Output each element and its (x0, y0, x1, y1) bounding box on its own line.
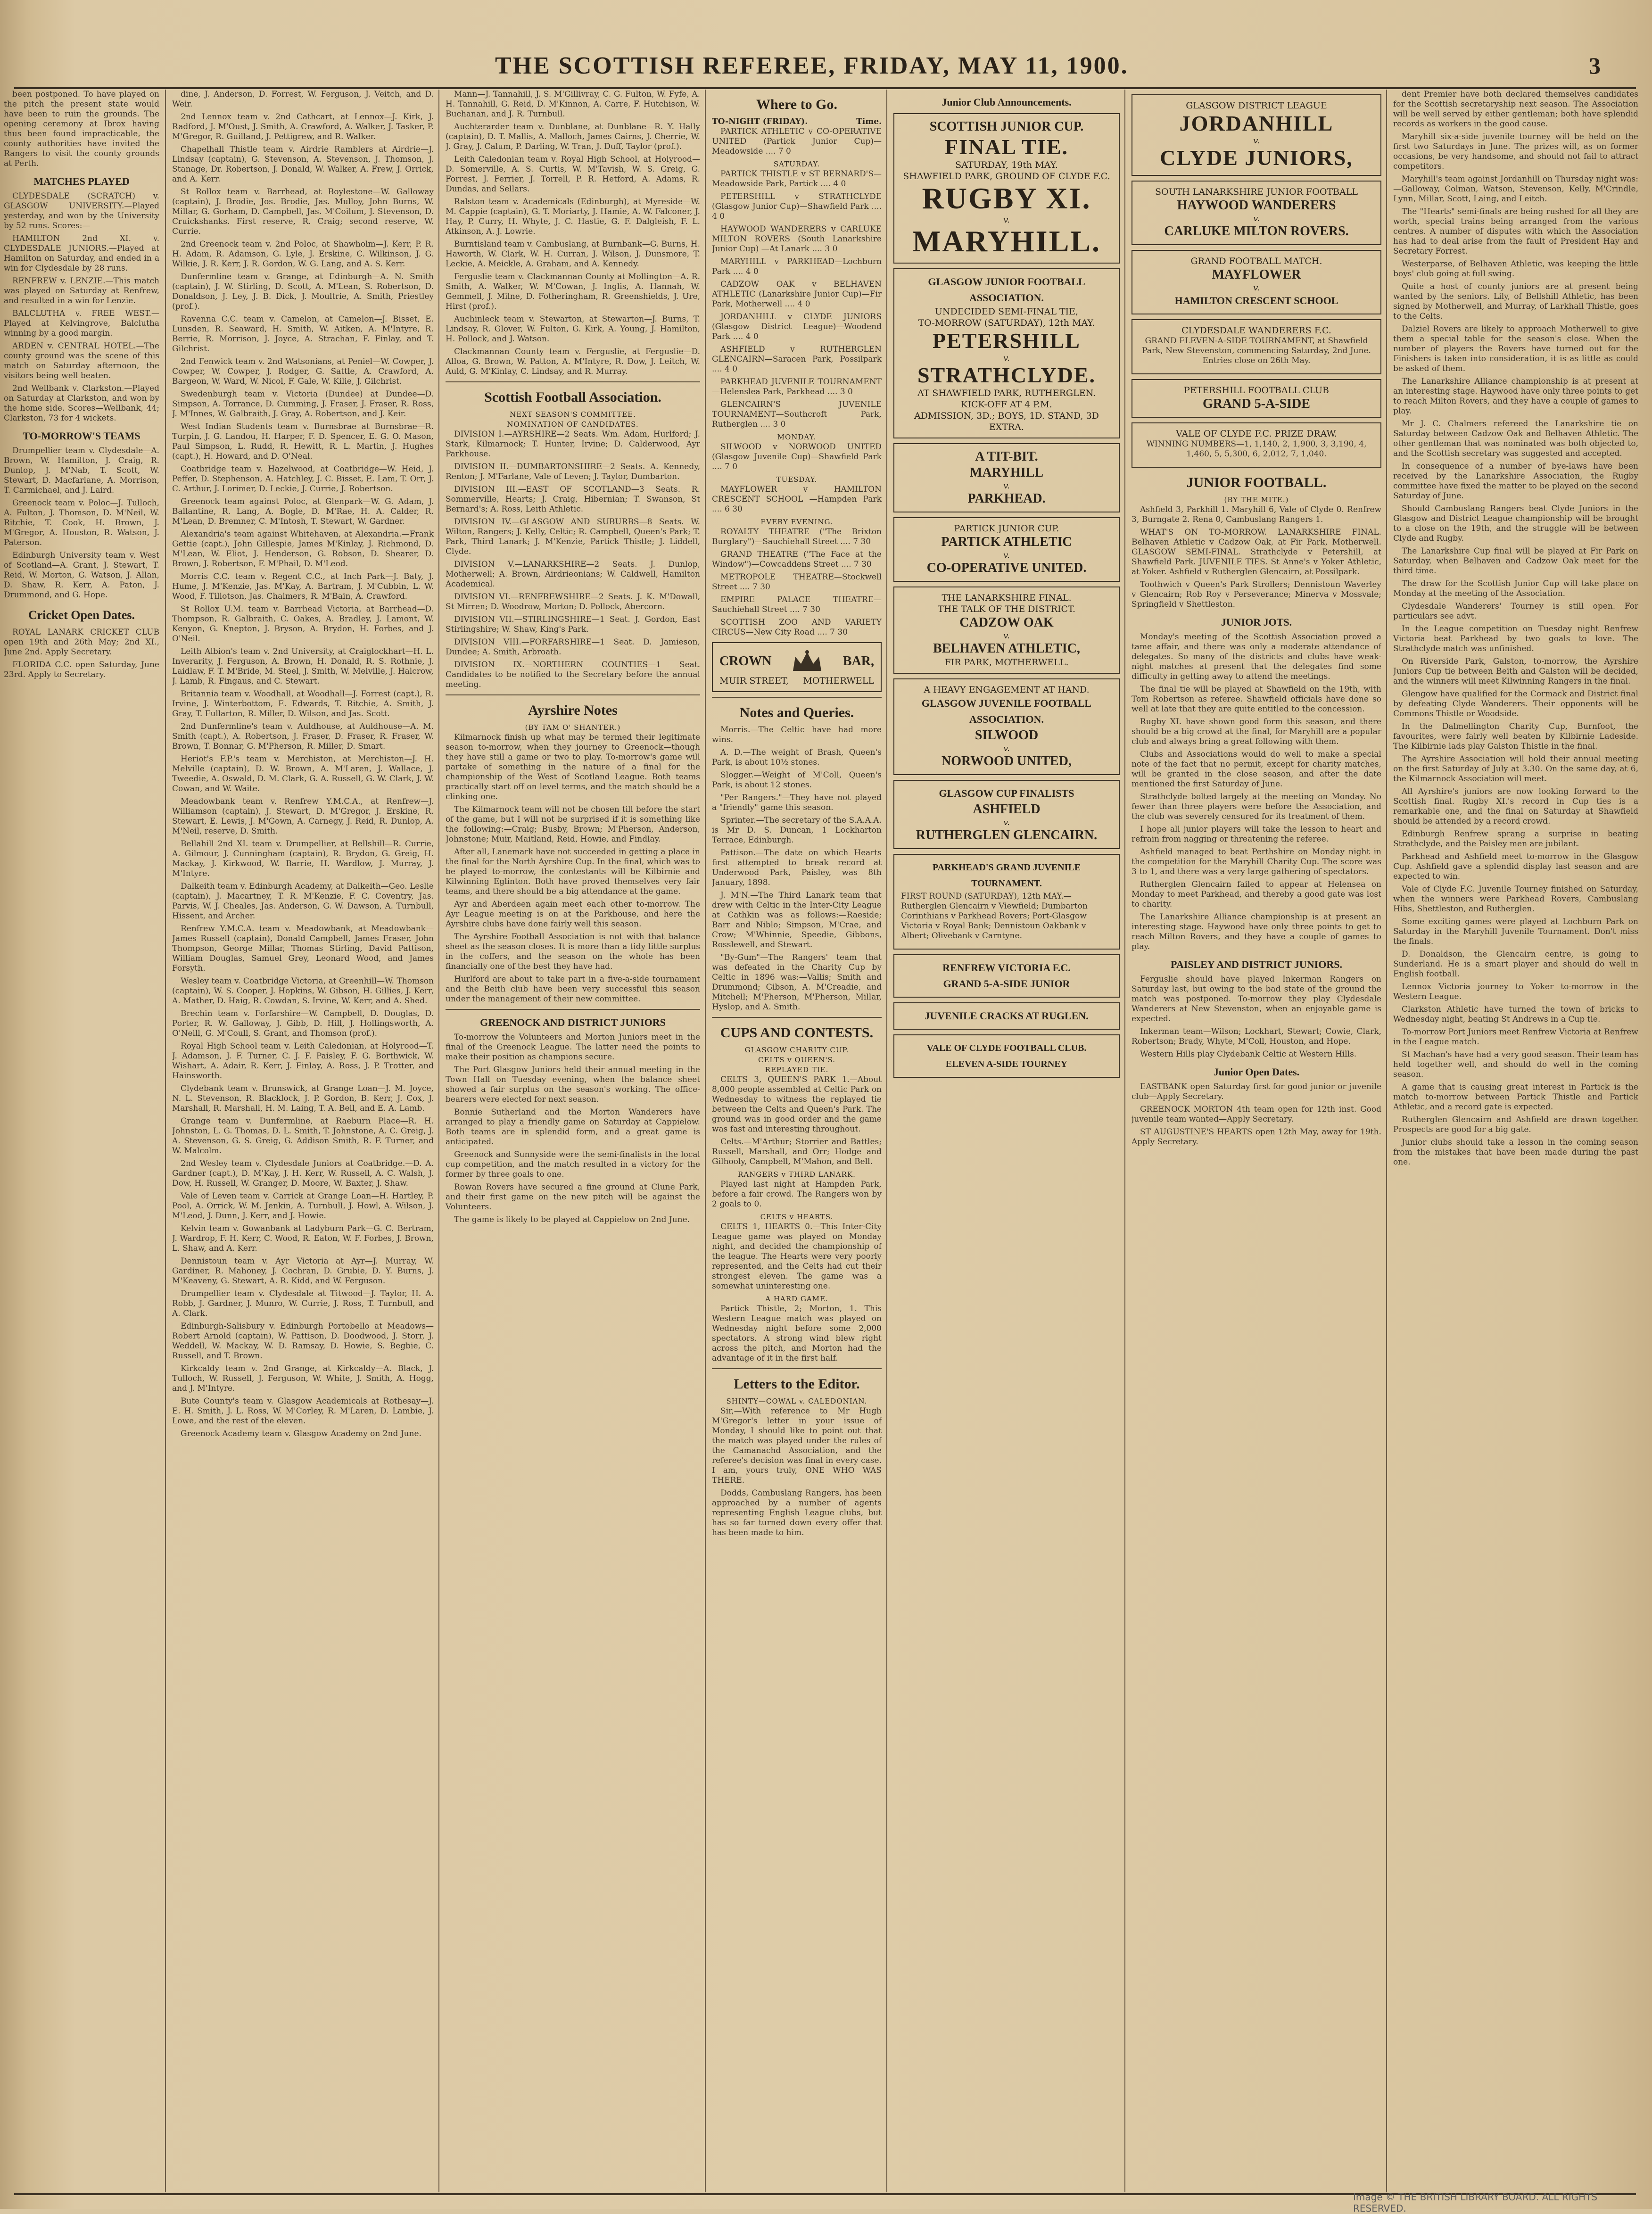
column-divider (705, 90, 706, 2192)
tuesday-label: TUESDAY. (776, 475, 818, 484)
crown-icon (791, 650, 824, 673)
versus: v. (1003, 631, 1010, 641)
final-tie: FINAL TIE. (944, 135, 1069, 159)
fir-park: FIR PARK, MOTHERWELL. (944, 657, 1069, 668)
team-petershill: PETERSHILL (933, 329, 1081, 353)
vale-prize-draw-ad: VALE OF CLYDE F.C. PRIZE DRAW. WINNING NUMBERS—1, 1,140, 2, 1,900, 3, 3,190, 4, 1,460, 5, 5,300, 6, 2,012, 7, 1,040. (1132, 422, 1381, 468)
cracks-title: JUVENILE CRACKS AT RUGLEN. (925, 1010, 1089, 1022)
letters-to-editor-heading: Letters to the Editor. (734, 1376, 860, 1392)
bar-label: BAR, (843, 654, 874, 669)
league-title: GLASGOW DISTRICT LEAGUE (1186, 100, 1327, 111)
ayrshire-byline: (BY TAM O' SHANTER.) (525, 723, 621, 732)
monday-label: MONDAY. (777, 433, 817, 441)
column-1: been postponed. To have played on the pitch the present state would have been to ruin the grounds. The opening ceremony at Ibrox having thus been found impracticable, the county authorities have invited the Rangers to visit the county grounds at Perth. MATCHES PLAYED CLYDESDALE (SCRATCH) v. GLASGOW UNIVERSITY.—Played yesterday, and won by the University by 52 runs. Scores:— HAMILTON 2nd XI. v. CLYDESDALE JUNIORS.—Played at Hamilton on Saturday, and ended in a win for Clydesdale by 28 runs. RENFREW v. LENZIE.—This match was played on Saturday at Renfrew, and resulted in a win for Lenzie. BALCLUTHA v. FREE WEST.—Played at Kelvingrove, Balclutha winning by a good margin. ARDEN v. CENTRAL HOTEL.—The county ground was the scene of this match on Saturday afternoon, the visitors being well beaten. 2nd Wellbank v. Clarkston.—Played on Saturday at Clarkston, and won by the home side. Scores—Wellbank, 44; Clarkston, 73 for 4 wickets. TO-MORROW'S TEAMS Drumpellier team v. Clydesdale—A. Brown, W. Hamilton, J. Craig, R. Dunlop, J. M'Nab, T. Scott, W. Stewart, D. Macfarlane, A. Morrison, T. Carmichael, and J. Laird. Greenock team v. Poloc—J. Tulloch, A. Fulton, J. Thomson, D. M'Neil, W. Ritchie, T. Cook, H. Brown, J. M'Gregor, A. Houston, R. Watson, J. Paterson. Edinburgh University team v. West of Scotland—A. Grant, J. Stewart, T. Reid, W. Morton, G. Watson, J. Allan, D. Shaw, R. Kerr, A. Paton, J. Drummond, and G. Hope. Cricket Open Dates. ROYAL LANARK CRICKET CLUB open 19th and 26th May; 2nd XI., June 2nd. Apply Secretary. FLORIDA C.C. open Saturday, June 23rd. Apply to Secretary. (4, 90, 159, 679)
saturday-label: SATURDAY. (773, 160, 820, 168)
semi-venue: AT SHAWFIELD PARK, RUTHERGLEN. (917, 388, 1096, 398)
crown-street: MUIR STREET, (719, 676, 789, 686)
final-date: SATURDAY, 19th MAY. (955, 160, 1058, 170)
masthead (0, 52, 1652, 85)
lanarkshire-final-ad (893, 587, 1120, 674)
team-rugby: RUGBY XI. (922, 182, 1091, 215)
masthead-rule (14, 87, 1636, 89)
parkhead-tourn-title: PARKHEAD'S GRAND JUVENILE TOURNAMENT. (932, 862, 1081, 889)
column-4: Where to Go. TO-NIGHT (FRIDAY). Time. PARTICK ATHLETIC v CO-OPERATIVE UNITED (Partick Junior Cup)—Meadowside .... 7 0 SATURDAY. PARTICK THISTLE v ST BERNARD'S—Meadowside Park, Partick .... 4 0 PETERSHILL v STRATHCLYDE (Glasgow Junior Cup)—Shawfield Park .... 4 0 HAYWOOD WANDERERS v CARLUKE MILTON ROVERS (South Lanarkshire Junior Cup) —At Lanark .... 3 0 MARYHILL v PARKHEAD—Lochburn Park .... 4 0 CADZOW OAK v BELHAVEN ATHLETIC (Lanarkshire Junior Cup)—Fir Park, Motherwell .... 4 0 JORDANHILL v CLYDE JUNIORS (Glasgow District League)—Woodend Park .... 4 0 ASHFIELD v RUTHERGLEN GLENCAIRN—Saracen Park, Possilpark .... 4 0 PARKHEAD JUVENILE TOURNAMENT—Helenslea Park, Parkhead .... 3 0 GLENCAIRN'S JUVENILE TOURNAMENT—Southcroft Park, Rutherglen .... 3 0 MONDAY. SILWOOD v NORWOOD UNITED (Glasgow Juvenile Cup)—Shawfield Park .... 7 0 TUESDAY. MAYFLOWER v HAMILTON CRESCENT SCHOOL —Hampden Park .... 6 30 EVERY EVENING. ROYALTY THEATRE ("The Brixton Burglary")—Sauchiehall Street .... 7 30 GRAND THEATRE ("The Face at the Window")—Cowcaddens Street .... 7 30 METROPOLE THEATRE—Stockwell Street .... 7 30 EMPIRE PALACE THEATRE—Sauchiehall Street .... 7 30 SCOTTISH ZOO AND VARIETY CIRCUS—New City Road .... 7 30 CROWN BAR, MUIR STREET, MOTHERWELL Notes and Queries. Morris.—The Celtic have had more wins. A. D.—The weight of Brash, Queen's Park, is about 10½ stones. Slogger.—Weight of M'Coll, Queen's Park, is about 12 stones. "Per Rangers."—They have not played a "friendly" game this season. Sprinter.—The secretary of the S.A.A.A. is Mr D. S. Duncan, 1 Lockharton Terrace, Edinburgh. Pattison.—The date on which Hearts first attempted to break record at Underwood Park, Paisley, was 8th January, 1898. J. M'N.—The Third Lanark team that drew with Celtic in the Inter-City League at Cathkin was as follows:—Raeside; Barr and Niblo; Simpson, M'Crae, and Crow; M'Whinnie, Speedie, Gibbons, Rosslewell, and Stewart. "By-Gum"—The Rangers' team that was defeated in the Charity Cup by Celtic in 1896 was:—Vallis; Smith and Drummond; Gibson, A. M'Creadie, and Mitchell; M'Pherson, M'Pherson, Millar, Hyslop, and A. Smith. CUPS AND CONTESTS. GLASGOW CHARITY CUP. CELTS v QUEEN'S. REPLAYED TIE. CELTS 3, QUEEN'S PARK 1.—About 8,000 people assembled at Celtic Park on Wednesday to witness the replayed tie between the Celts and Queen's Park. The ground was in good order and the game was fast and interesting throughout. Celts.—M'Arthur; Storrier and Battles; Russell, Marshall, and Orr; Hodge and Gilhooly, Campbell, M'Mahon, and Bell. RANGERS v THIRD LANARK. Played last night at Hampden Park, before a fair crowd. The Rangers won by 2 goals to 0. CELTS v HEARTS. CELTS 1, HEARTS 0.—This Inter-City League game was played on Monday night, and decided the championship of the league. The Hearts were very poorly represented, and the Celts had cut their strongest eleven. The game was a somewhat uninteresting one. A HARD GAME. Partick Thistle, 2; Morton, 1. This Western League match was played on Wednesday night before some 2,000 spectators. A strong wind blew right across the pitch, and Morton had the advantage of it in the first half. Letters to the Editor. SHINTY—COWAL v. CALEDONIAN. Sir,—With reference to Mr Hugh M'Gregor's letter in your issue of Monday, I should like to point out that the match was played under the rules of the Camanachd Association, and the referee's decision was final in every case. I am, yours truly, ONE WHO WAS THERE. Dodds, Cambuslang Rangers, has been approached by a number of agents representing English League clubs, but has so far turned down every offer that has been made to him. (712, 97, 882, 1537)
tomorrows-teams-heading: TO-MORROW'S TEAMS (23, 430, 140, 442)
renfrew-subtitle: GRAND 5-A-SIDE JUNIOR (943, 978, 1070, 990)
team-mayflower: MAYFLOWER (1212, 267, 1301, 282)
partick-cup-title: PARTICK JUNIOR CUP. (954, 523, 1059, 534)
replayed-tie: REPLAYED TIE. (765, 1066, 829, 1074)
versus: v. (1003, 215, 1010, 225)
versus: v. (1253, 214, 1260, 223)
titbit-ad (893, 443, 1120, 512)
ayrshire-notes-heading: Ayrshire Notes (528, 702, 618, 718)
vale-subtitle: ELEVEN A-SIDE TOURNEY (945, 1059, 1068, 1069)
grand-match-ad (1132, 250, 1381, 314)
crown-label: CROWN (719, 654, 772, 669)
finalists-title: GLASGOW CUP FINALISTS (939, 787, 1074, 799)
admission-prices: ADMISSION, 3D.; BOYS, 1D. STAND, 3D EXTRA. (914, 411, 1099, 432)
team-jordanhill: JORDANHILL (1179, 111, 1334, 135)
column-5 (893, 90, 1120, 2192)
junior-football-heading: JUNIOR FOOTBALL. (1186, 475, 1327, 490)
cup-title: SCOTTISH JUNIOR CUP. (929, 119, 1084, 134)
hard-game: A HARD GAME. (765, 1295, 828, 1303)
versus: v. (1003, 353, 1010, 363)
by-the-mite: (BY THE MITE.) (1224, 496, 1289, 504)
nomination-subheading: NOMINATION OF CANDIDATES. (507, 420, 639, 429)
cups-and-contests-heading: CUPS AND CONTESTS. (720, 1025, 874, 1041)
column-divider (1124, 90, 1125, 2192)
time-label: Time. (856, 117, 882, 126)
gjfa2-title: GLASGOW JUVENILE FOOTBALL ASSOCIATION. (921, 697, 1092, 725)
talk-of-district: THE TALK OF THE DISTRICT. (937, 604, 1075, 614)
partick-team2: CO-OPERATIVE UNITED. (926, 561, 1087, 575)
clydesdale-wanderers-ad: CLYDESDALE WANDERERS F.C. GRAND ELEVEN-A-SIDE TOURNAMENT, at Shawfield Park, New Stevenston, commencing Saturday, 2nd June. Entries close on 26th May. (1132, 319, 1381, 374)
celts-queens: CELTS v QUEEN'S. (758, 1056, 836, 1064)
juvenile-ad (893, 678, 1120, 775)
where-to-go-title: Where to Go. (756, 97, 837, 112)
team-carluke: CARLUKE MILTON ROVERS. (1164, 224, 1349, 239)
greenock-juniors-heading: GREENOCK AND DISTRICT JUNIORS (480, 1016, 666, 1028)
rangers-third-lanark: RANGERS v THIRD LANARK. (738, 1170, 856, 1179)
matches-played-heading: MATCHES PLAYED (33, 175, 130, 187)
team-haywood: HAYWOOD WANDERERS (1177, 198, 1336, 213)
newspaper-title: THE SCOTTISH REFEREE, FRIDAY, MAY 11, 1900. (495, 52, 1129, 79)
versus: v. (1253, 283, 1260, 293)
committee-subheading: NEXT SEASON'S COMMITTEE. (510, 410, 636, 419)
versus: v. (1003, 481, 1010, 491)
team-clyde-juniors: CLYDE JUNIORS, (1160, 146, 1353, 170)
partick-team1: PARTICK ATHLETIC (941, 535, 1072, 549)
vale-of-clyde-ad (893, 1034, 1120, 1078)
semi-final-label: UNDECIDED SEMI-FINAL TIE, (934, 306, 1079, 317)
south-lanark-title: SOUTH LANARKSHIRE JUNIOR FOOTBALL (1155, 187, 1358, 197)
titbit-team1: MARYHILL (969, 465, 1044, 480)
renfrew-title: RENFREW VICTORIA F.C. (942, 962, 1071, 974)
grand-match-title: GRAND FOOTBALL MATCH. (1190, 256, 1322, 266)
celts-hearts: CELTS v HEARTS. (760, 1213, 834, 1221)
partick-cup-ad (893, 517, 1120, 582)
kickoff-time: KICK-OFF AT 4 P.M. (961, 399, 1052, 410)
versus: v. (1003, 744, 1010, 753)
versus: v. (1253, 136, 1260, 146)
tonight-label: TO-NIGHT (FRIDAY). (712, 117, 808, 126)
crown-bar-advertisement (712, 642, 882, 692)
column-divider (438, 90, 439, 2192)
column-divider (165, 90, 166, 2192)
glasgow-charity-cup: GLASGOW CHARITY CUP. (744, 1046, 849, 1054)
team-cadzow: CADZOW OAK (959, 615, 1054, 630)
column-3: Mann—J. Tannahill, J. S. M'Gillivray, C. G. Fulton, W. Fyfe, A. H. Tannahill, G. Reid, D. M'Kinnon, A. Carre, F. Hutchison, W. Buchanan, and J. R. Turnbull. Auchterarder team v. Dunblane, at Dunblane—R. Y. Hally (captain), D. T. Mallis, A. Malloch, James Cairns, J. Cherrie, W. J. Gray, J. Calum, P. Darling, W. Tran, J. Duff, Taylor (prof.). Leith Caledonian team v. Royal High School, at Holyrood—D. Somerville, A. S. Curtis, W. M'Tavish, W. S. Greig, G. Forrest, J. Ferrier, J. Torrell, P. R. Hetford, A. Adams, R. Dundas, and Sellars. Ralston team v. Academicals (Edinburgh), at Myreside—W. M. Cappie (captain), G. T. Moriarty, J. Hamie, A. W. Falconer, J. Hay, P. Curry, H. Whyte, J. C. Hastie, G. F. Dalgleish, F. L. Atkinson, A. J. Lowrie. Burntisland team v. Cambuslang, at Burnbank—G. Burns, H. Haworth, W. Clark, W. H. Curran, J. Wilson, J. Dunsmore, T. Leckie, A. Meickle, A. Graham, and A. Kennedy. Ferguslie team v. Clackmannan County at Mollington—A. R. Smith, A. Walker, W. M'Cowan, J. Inglis, A. Hannah, W. Gemmell, J. Milne, D. Fotheringham, R. Greenshields, J. Ure, Hirst (prof.). Auchinleck team v. Stewarton, at Stewarton—J. Burns, T. Lindsay, R. Glover, W. Fulton, G. Kirk, A. Young, J. Hamilton, H. Pollock, and J. Watson. Clackmannan County team v. Ferguslie, at Ferguslie—D. Alloa, G. Brown, W. Patton, A. M'Intyre, R. Dow, J. Leitch, W. Auld, G. M'Kinlay, C. Lindsay, and R. Murray. Scottish Football Association. NEXT SEASON'S COMMITTEE. NOMINATION OF CANDIDATES. DIVISION I.—AYRSHIRE—2 Seats. Wm. Adam, Hurlford; J. Stark, Kilmarnock; T. Hunter, Irvine; D. Calderwood, Ayr Parkhouse. DIVISION II.—DUMBARTONSHIRE—2 Seats. A. Kennedy, Renton; J. M'Farlane, Vale of Leven; J. Taylor, Dumbarton. DIVISION III.—EAST OF SCOTLAND—3 Seats. R. Sommerville, Hearts; J. Craig, Hibernian; T. Swanson, St Bernard's; A. Ross, Leith Athletic. DIVISION IV.—GLASGOW AND SUBURBS—8 Seats. W. Wilton, Rangers; J. Kelly, Celtic; R. Campbell, Queen's Park; T. Park, Third Lanark; J. M'Kenzie, Partick Thistle; J. Liddell, Clyde. DIVISION V.—LANARKSHIRE—2 Seats. J. Dunlop, Motherwell; A. Brown, Airdrieonians; W. Caldwell, Hamilton Academical. DIVISION VI.—RENFREWSHIRE—2 Seats. J. K. M'Dowall, St Mirren; D. Woodrow, Morton; D. Pollock, Abercorn. DIVISION VII.—STIRLINGSHIRE—1 Seat. J. Gordon, East Stirlingshire; W. Shaw, King's Park. DIVISION VIII.—FORFARSHIRE—1 Seat. D. Jamieson, Dundee; A. Smith, Arbroath. DIVISION IX.—NORTHERN COUNTIES—1 Seat. Candidates to be notified to the Secretary before the annual meeting. Ayrshire Notes (BY TAM O' SHANTER.) Kilmarnock finish up what may be termed their legitimate season to-morrow, when they journey to Greenock—though they have still a game or two to play. To-morrow's game will partake of something in the nature of a final for the championship of the West of Scotland League. Both teams practically start off on level terms, and the match should be a clinking one. The Kilmarnock team will not be chosen till before the start of the game, but I will not be surprised if it is something like the following:—Craig; Busby, Brown; M'Pherson, Anderson, Johnstone; Muir, Maitland, Reid, Howie, and Findlay. After all, Lanemark have not succeeded in getting a place in the final for the North Ayrshire Cup. In the final, which was to be played to-morrow, the contestants will be Kilbirnie and Kilwinning Eglinton. Both have proved themselves very fair teams, and there should be a big attendance at the game. Ayr and Aberdeen again meet each other to-morrow. The Ayr League meeting is on at the Parkhouse, and here the Ayrshire clubs have done fairly well this season. The Ayrshire Football Association is not with that balance sheet as the season closes. It is more than a tidy little surplus in the coffers, and the season on the whole has been financially one of the best they have had. Hurlford are about to take part in a five-a-side tournament and the Beith club have been very successful this season under the management of their new committee. GREENOCK AND DISTRICT JUNIORS To-morrow the Volunteers and Morton Juniors meet in the final of the Greenock League. The latter need the points to make their position as champions secure. The Port Glasgow Juniors held their annual meeting in the Town Hall on Tuesday evening, when the balance sheet showed a fair surplus on the season's working. The office-bearers were elected for next season. Bonnie Sutherland and the Morton Wanderers have arranged to play a friendly game on Saturday at Cappielow. Both teams are in splendid form, and a great game is anticipated. Greenock and Sunnyside were the semi-finalists in the local cup competition, and the match resulted in a victory for the former by three goals to one. Rowan Rovers have secured a fine ground at Clune Park, and their first game on the new pitch will be against the Volunteers. The game is likely to be played at Cappielow on 2nd June. (446, 90, 700, 1224)
column-7: dent Premier have both declared themselves candidates for the Scottish secretaryship next season. The Association will be well served by either gentleman; both have splendid records as workers in the good cause. Maryhill six-a-side juvenile tourney will be held on the first two Saturdays in June. The prizes will, as on former occasions, be very handsome, and should not fail to attract competitors. Maryhill's team against Jordanhill on Thursday night was:—Galloway, Colman, Watson, Stevenson, Kelly, M'Crindle, Lynn, Millar, Scott, Laing, and Leitch. The "Hearts" semi-finals are being rushed for all they are worth, special trains being arranged from the various centres. A number of disputes with which the Association has had to deal arise from the fault of President Hay and Secretary Forrest. Westerparse, of Belhaven Athletic, was keeping the little boys' club going at full swing. Quite a host of county juniors are at present being wanted by the seniors. Lily, of Bellshill Athletic, has been signed by Motherwell, and Murray, of Larkhall Thistle, goes to the Celts. Dalziel Rovers are likely to approach Motherwell to give them a special table for the season's close. When the number of players the Rovers have turned out for the Finishers is taken into consideration, it is as little as could be asked of them. The Lanarkshire Alliance championship is at present at an interesting stage. Haywood have only three points to get to reach Milton Rovers, and they have a couple of games to play. Mr J. C. Chalmers refereed the Lanarkshire tie on Saturday between Cadzow Oak and Belhaven Athletic. The other gentleman that was nominated was both objected to, and the Scottish secretary was suggested and accepted. In consequence of a number of bye-laws have been received by the Lanarkshire Association, the Rugby committee have fixed the matter to be played on the second Saturday of June. Should Cambuslang Rangers beat Clyde Juniors in the Glasgow and District League championship will be brought to a close on the 19th, and the struggle will be between Clyde and Rugby. The Lanarkshire Cup final will be played at Fir Park on Saturday, when Belhaven and Cadzow Oak meet for the third time. The draw for the Scottish Junior Cup will take place on Monday at the meeting of the Association. Clydesdale Wanderers' Tourney is still open. For particulars see advt. In the League competition on Tuesday night Renfrew Victoria beat Parkhead by two goals to love. The Strathclyde match was unfinished. On Riverside Park, Galston, to-morrow, the Ayrshire Juniors Cup tie between Beith and Galston will be decided, and the winners will meet Kilwinning Rangers in the final. Glengow have qualified for the Cormack and District final by defeating Clyde Wanderers. Their opponents will be Commons Thistle or Woodside. In the Dalmellington Charity Cup, Burnfoot, the favourites, were fairly well beaten by Kilbirnie Ladeside. The Kilbirnie lads play Galston Thistle in the final. The Ayrshire Association will hold their annual meeting on the first Saturday of July at 3.30. On the same day, at 6, the Kilmarnock Association will meet. All Ayrshire's juniors are now looking forward to the Scottish final. Rugby XI.'s record in Cup ties is a remarkable one, and the final on Saturday at Shawfield should be attended by a record crowd. Edinburgh Renfrew sprang a surprise in beating Strathclyde, and the Paisley men are jubilant. Parkhead and Ashfield meet to-morrow in the Glasgow Cup. Ashfield gave a splendid display last season and are expected to win. Vale of Clyde F.C. Juvenile Tourney finished on Saturday, when the winners were Parkhead Rovers, Cambuslang Hibs, Shettleston, and Rutherglen. Some exciting games were played at Lochburn Park on Saturday in the Maryhill Juvenile Tournament. Don't miss the finals. D. Donaldson, the Glencairn centre, is going to Sunderland. He is a smart player and should do well in English football. Lennox Victoria journey to Yoker to-morrow in the Western League. Clarkston Athletic have turned the town of bricks to Wednesday night, beating St Andrews in a Cup tie. To-morrow Port Juniors meet Renfrew Victoria at Renfrew in the League match. St Machan's have had a very good season. Their team has held together well, and should do well in the coming season. A game that is causing great interest in Partick is the match to-morrow between Partick Thistle and Partick Athletic, and a record gate is expected. Rutherglen Glencairn and Ashfield are drawn together. Prospects are good for a big gate. Junior clubs should take a lesson in the coming season from the mistakes that have been made during the past one. (1393, 90, 1638, 1167)
column-6: GLASGOW DISTRICT LEAGUE JORDANHILL v. CLYDE JUNIORS, SOUTH LANARKSHIRE JUNIOR FOOTBALL HAYWOOD WANDERERS v. CARLUKE MILTON ROVERS. GRAND FOOTBALL MATCH. MAYFLOWER v. HAMILTON CRESCENT SCHOOL CLYDESDALE WANDERERS F.C. GRAND ELEVEN-A-SIDE TOURNAMENT, at Shawfield Park, New Stevenston, commencing Saturday, 2nd June. Entries close on 26th May. PETERSHILL FOOTBALL CLUB GRAND 5-A-SIDE VALE OF CLYDE F.C. PRIZE DRAW. WINNING NUMBERS—1, 1,140, 2, 1,900, 3, 3,190, 4, 1,460, 5, 5,300, 6, 2,012, 7, 1,040. JUNIOR FOOTBALL. (BY THE MITE.) Ashfield 3, Parkhill 1. Maryhill 6, Vale of Clyde 0. Renfrew 3, Burngate 2. Rena 0, Cambuslang Rangers 1. WHAT'S ON TO-MORROW. LANARKSHIRE FINAL. Belhaven Athletic v Cadzow Oak, at Fir Park, Motherwell. GLASGOW SEMI-FINAL. Strathclyde v Petershill, at Shawfield Park. JUVENILE TIES. St Anne's v Yoker Athletic, at Yoker. Ashfield v Rutherglen Glencairn, at Possilpark. Toothwich v Queen's Park Strollers; Dennistoun Waverley v Glencairn; Rob Roy v Perseverance; Minerva v Mossvale; Springfield v Shettleston. JUNIOR JOTS. Monday's meeting of the Scottish Association proved a tame affair, and there was only a moderate attendance of delegates. So many of the districts and clubs have weak-night matches at present that the delegates find some difficulty in getting away to attend the meetings. The final tie will be played at Shawfield on the 19th, with Tom Robertson as referee. Shawfield officials have done so well at late that they are quite entitled to the concession. Rugby XI. have shown good form this season, and there should be a big crowd at the final, for Maryhill are a popular club and always bring a great following with them. Clubs and Associations would do well to make a special note of the fact that no permit, except for charity matches, will be granted in the close season, and after the date mentioned the first Saturday of June. Strathclyde bolted largely at the meeting on Monday. No fewer than three players were before the Association, and the club was severely censured for its treatment of them. I hope all junior players will take the lesson to heart and refrain from nagging or threatening the referee. Ashfield managed to beat Perthshire on Monday night in the competition for the Maryhill Charity Cup. The score was 3 to 1, and there was a very large gathering of spectators. Rutherglen Glencairn failed to appear at Helensea on Monday to meet Parkhead, and thereby a good gate was lost to charity. The Lanarkshire Alliance championship is at present an interesting stage. Haywood have only three points to get to reach Milton Rovers, and they have a couple of games to play. PAISLEY AND DISTRICT JUNIORS. Ferguslie should have played Inkerman Rangers on Saturday last, but owing to the bad state of the ground the match was postponed. To-morrow they play Clydesdale Wanderers at New Stevenston, when an enjoyable game is expected. Inkerman team—Wilson; Lockhart, Stewart; Cowie, Clark, Robertson; Brady, Whyte, M'Coll, Houston, and Hope. Western Hills play Clydebank Celtic at Western Hills. Junior Open Dates. EASTBANK open Saturday first for good junior or juvenile club—Apply Secretary. GREENOCK MORTON 4th team open for 12th inst. Good juvenile team wanted—Apply Secretary. ST AUGUSTINE'S HEARTS open 12th May, away for 19th. Apply Secretary. (1132, 90, 1381, 2192)
junior-cup-final-ad (893, 113, 1120, 264)
petershill-fc-title: PETERSHILL FOOTBALL CLUB (1184, 385, 1329, 396)
final-venue: SHAWFIELD PARK, GROUND OF CLYDE F.C. (903, 171, 1110, 182)
lanarkshire-title: THE LANARKSHIRE FINAL. (942, 593, 1072, 603)
junior-open-dates-heading: Junior Open Dates. (1213, 1066, 1300, 1078)
page-number: 3 (1589, 52, 1601, 79)
team-maryhill: MARYHILL. (912, 224, 1101, 258)
semi-date: TO-MORROW (SATURDAY), 12th MAY. (918, 318, 1095, 328)
junior-jots-heading: JUNIOR JOTS. (1221, 616, 1292, 628)
titbit-team2: PARKHEAD. (967, 491, 1046, 506)
district-league-ad (1132, 94, 1381, 176)
team-belhaven: BELHAVEN ATHLETIC, (933, 641, 1080, 656)
notes-and-queries-heading: Notes and Queries. (739, 705, 854, 720)
juvenile-cracks-ad (893, 1002, 1120, 1030)
column-divider (886, 90, 887, 2192)
column-divider (1386, 90, 1387, 2192)
vale-prize-title: VALE OF CLYDE F.C. PRIZE DRAW. (1176, 429, 1337, 439)
team-ashfield: ASHFIELD (973, 802, 1041, 817)
team-silwood: SILWOOD (975, 728, 1039, 743)
junior-club-heading: Junior Club Announcements. (942, 96, 1072, 108)
versus: v. (1003, 550, 1010, 560)
team-hamilton-crescent: HAMILTON CRESCENT SCHOOL (1174, 295, 1338, 306)
team-strathclyde: STRATHCLYDE. (917, 363, 1096, 387)
copyright-watermark: Image © THE BRITISH LIBRARY BOARD. ALL RIGHTS RESERVED. (1353, 2191, 1598, 2214)
crown-town: MOTHERWELL (803, 676, 874, 686)
gjfa-title: GLASGOW JUNIOR FOOTBALL ASSOCIATION. (928, 276, 1085, 304)
gjfa-semi-ad (893, 268, 1120, 438)
titbit-title: A TIT-BIT. (975, 449, 1038, 464)
parkhead-tournament-ad: PARKHEAD'S GRAND JUVENILE TOURNAMENT. FIRST ROUND (SATURDAY), 12th MAY.—Rutherglen Glencairn v Viewfield; Dumbarton Corinthians v Parkhead Rovers; Port-Glasgow Victoria v Royal Bank; Dennistoun Oakbank v Albert; Olivebank v Carntyne. (893, 854, 1120, 950)
where-to-go-heading: Scottish Football Association. (484, 389, 661, 405)
paisley-juniors-heading: PAISLEY AND DISTRICT JUNIORS. (1171, 958, 1342, 970)
renfrew-ad (893, 954, 1120, 998)
shinty-heading: SHINTY—COWAL v. CALEDONIAN. (726, 1397, 867, 1405)
petershill-5aside-ad (1132, 379, 1381, 418)
every-evening-label: EVERY EVENING. (760, 518, 833, 526)
grand-5-a-side: GRAND 5-A-SIDE (1203, 397, 1310, 411)
cup-finalists-ad (893, 780, 1120, 849)
south-lanarkshire-ad (1132, 181, 1381, 245)
clydesdale-title: CLYDESDALE WANDERERS F.C. (1181, 325, 1331, 336)
cricket-open-dates-heading: Cricket Open Dates. (28, 608, 135, 622)
heavy-engagement: A HEAVY ENGAGEMENT AT HAND. (924, 685, 1090, 695)
team-norwood: NORWOOD UNITED, (942, 754, 1072, 768)
vale-title: VALE OF CLYDE FOOTBALL CLUB. (926, 1043, 1087, 1053)
versus: v. (1003, 818, 1010, 827)
team-rutherglen: RUTHERGLEN GLENCAIRN. (916, 828, 1098, 843)
column-2: dine, J. Anderson, D. Forrest, W. Ferguson, J. Veitch, and D. Weir. 2nd Lennox team v. 2nd Cathcart, at Lennox—J. Kirk, J. Radford, J. M'Oust, J. Smith, A. Crawford, A. Walker, J. Tasker, P. M'Gregor, R. Guilland, J. Pettigrew, and R. Walker. Chapelhall Thistle team v. Airdrie Ramblers at Airdrie—J. Lindsay (captain), G. Stevenson, A. Stevenson, J. Thomson, J. Stanage, Dr. Robertson, J. Donald, W. Walker, A. Frew, J. Orrick, and A. Kerr. St Rollox team v. Barrhead, at Boylestone—W. Galloway (captain), J. Brodie, Jos. Brodie, Jas. Mulloy, John Burns, W. Millar, G. Gorham, D. Campbell, Jas. M'Coilum, J. Stevenson, D. Cruickshanks. First reserve, R. Craig; second reserve, W. Currie. 2nd Greenock team v. 2nd Poloc, at Shawholm—J. Kerr, P. R. H. Adam, R. Adamson, G. Lyle, J. Erskine, C. Wilkinson, J. G. Wilkie, J. R. Kerr, J. R. Gordon, W. G. Lang, and A. S. Kerr. Dunfermline team v. Grange, at Edinburgh—A. N. Smith (captain), J. W. Stirling, D. Scott, A. M'Lean, S. Robertson, D. Donaldson, J. Ley, J. B. Dick, J. Moultrie, A. Smith, Priestley (prof.). Ravenna C.C. team v. Camelon, at Camelon—J. Bisset, E. Lunsden, R. Seaward, H. Smith, W. Aitken, A. M'Intyre, R. Berrie, R. Morrison, J. Joyce, A. Strachan, F. Finlay, and T. Gilchrist. 2nd Fenwick team v. 2nd Watsonians, at Peniel—W. Cowper, J. Cowper, W. Cowper, J. Rodger, G. Sattle, A. Crawford, A. Bargeon, W. Ward, W. Nicol, F. Gale, W. Kilie, J. Gilchrist. Swedenburgh team v. Victoria (Dundee) at Dundee—D. Simpson, A. Torrance, D. Cumming, J. Fraser, J. Fraser, R. Ross, J. M'Innes, W. Galbraith, J. Gray, A. Robertson, and J. Keir. West Indian Students team v. Burnsbrae at Burnsbrae—R. Turpin, J. G. Landou, H. Harper, F. D. Spencer, E. G. O. Mason, Paul Simpson, L. Rudd, R. Hewitt, R. L. Martin, J. Hughes (capt.), H. Howard, and D. O'Neal. Coatbridge team v. Hazelwood, at Coatbridge—W. Heid, J. Peffer, D. Stephenson, A. Hatchley, J. C. Bisset, E. Lam, T. Orr, J. C. Arthur, J. Lorimer, D. Leckie, J. Currie, J. Robertson. Greenock team against Poloc, at Glenpark—W. G. Adam, J. Ballantine, R. Lang, A. Bogle, D. M'Rae, H. A. Calder, R. M'Lean, D. Bremner, C. M'Intosh, T. Stewart, W. Gardner. Alexandria's team against Whitehaven, at Alexandria.—Frank Gettie (capt.), John Gillespie, James M'Kinlay, J. Richmond, D. M'Lean, W. Eliot, J. Henderson, G. Robson, D. Shearer, D. Brown, J. Robertson, F. M'Phail, D. M'Leod. Morris C.C. team v. Regent C.C., at Inch Park—J. Baty, J. Hume, J. M'Kenzie, Jas. M'Kay, A. Bartram, J. M'Cubbin, L. W. Wood, F. Tillotson, Jas. Chalmers, R. M'Bain, A. Crawford. St Rollox U.M. team v. Barrhead Victoria, at Barrhead—D. Thompson, R. Galbraith, C. Oakes, A. Bradley, J. Lamont, W. Kenyon, G. Knepton, J. Bryson, A. Brydon, H. Forbes, and J. O'Neil. Leith Albion's team v. 2nd University, at Craiglockhart—H. L. Inverarity, J. Ferguson, A. Brown, H. Donald, R. S. Rothnie, J. Laidlaw, F. T. M'Bride, M. Steel, J. Smith, W. Melville, J. Halcrow, J. Lamb, R. Fingaus, and C. Stewart. Britannia team v. Woodhall, at Woodhall—J. Forrest (capt.), R. Irvine, J. Winterbottom, E. Edwards, T. Ritchie, A. Smith, J. Gray, T. Fullarton, R. Miller, D. Wilson, and Jas. Scott. 2nd Dunfermline's team v. Auldhouse, at Auldhouse—A. M. Smith (capt.), A. Robertson, J. Fraser, D. Fraser, R. Fraser, W. Brown, T. Bonnar, G. M'Pherson, R. Miller, D. Smart. Heriot's F.P.'s team v. Merchiston, at Merchiston—J. H. Melville (captain), D. W. Brown, A. M'Laren, J. Wallace, J. Tweedie, A. Oswald, D. M. Clark, G. A. Russell, G. W. Clark, J. W. Cowan, and W. Waite. Meadowbank team v. Renfrew Y.M.C.A., at Renfrew—J. Williamson (captain), J. Stewart, D. M'Gregor, J. Erskine, R. Stewart, E. Lewis, J. M'Gown, A. Carnegy, J. Reid, R. Dunlop, A. M'Neil, reserve, D. Smith. Bellahill 2nd XI. team v. Drumpellier, at Bellshill—R. Currie, A. Gilmour, J. Cunningham (captain), R. Brydon, G. Greig, H. Mackay, J. Kirkwood, W. Barrie, H. Wardlow, J. Murray, J. M'Intyre. Dalkeith team v. Edinburgh Academy, at Dalkeith—Geo. Leslie (captain), J. Macartney, T. R. M'Kenzie, F. C. Coventry, Jas. Parvis, W. J. Cheales, Jas. Anderson, G. W. Dawson, A. Turnbull, Hissent, and Archer. Renfrew Y.M.C.A. team v. Meadowbank, at Meadowbank—James Russell (captain), Donald Campbell, James Fraser, John Thompson, George Millar, Thomas Stirling, David Pattison, William Douglas, Samuel Grey, Leonard Wood, and James Forsyth. Wesley team v. Coatbridge Victoria, at Greenhill—W. Thomson (captain), W. S. Cooper, J. Hopkins, W. Gibson, H. Gillies, J. Kerr, A. Mather, D. Haig, R. Cowdan, S. Irvine, W. Kerr, and A. Shed. Brechin team v. Forfarshire—W. Campbell, D. Douglas, D. Porter, R. W. Galloway, J. Gibb, D. Hill, J. Hollingsworth, A. O'Neill, G. M'Coull, S. Grant, and Thomson (prof.). Royal High School team v. Leith Caledonian, at Holyrood—T. J. Adamson, J. F. Turner, C. J. F. Paisley, F. G. Borthwick, W. Wishart, A. Adair, R. Kerr, J. Finlay, A. Ross, J. P. Trotter, and Hainsworth. Clydebank team v. Brunswick, at Grange Loan—J. M. Joyce, N. L. Stevenson, R. Blacklock, J. P. Gordon, B. Kerr, J. Cox, J. Marshall, R. Marshall, H. M. Laing, T. A. Bell, and E. A. Lamb. Grange team v. Dunfermline, at Raeburn Place—R. H. Johnston, L. G. Thomas, D. L. Smith, T. Johnstone, A. C. Greig, J. A. Stevenson, G. S. Greig, G. Addison Smith, R. F. Turner, and W. Malcolm. 2nd Wesley team v. Clydesdale Juniors at Coatbridge.—D. A. Gardner (capt.), D. M'Kay, J. H. Kerr, W. Russell, A. C. Walsh, J. Dow, H. Russell, W. Granger, D. Moore, W. Baxter, J. Shaw. Vale of Leven team v. Carrick at Grange Loan—H. Hartley, P. Pool, A. Orrick, W. M. Jenkin, A. Turnbull, J. Howl, A. Wilson, J. M'Leod, J. Dunn, J. Kerr, and J. Howie. Kelvin team v. Gowanbank at Ladyburn Park—G. C. Bertram, J. Wardrop, F. H. Kerr, C. Wood, R. Eaton, W. F. Forbes, J. Brown, L. Shaw, and A. Kerr. Dennistoun team v. Ayr Victoria at Ayr—J. Murray, W. Gardiner, R. Mahoney, J. Cochran, D. Grubie, D. Y. Burns, J. M'Keaveny, G. Stewart, A. R. Kidd, and W. Ferguson. Drumpellier team v. Clydesdale at Titwood—J. Taylor, H. A. Robb, J. Gardner, J. Munro, W. Currie, J. Ross, T. Turnbull, and A. Clark. Edinburgh-Salisbury v. Edinburgh Portobello at Meadows—Robert Arnold (captain), W. Pattison, D. Doodwood, J. Storr, J. Weddell, W. Mackay, W. D. Ramsay, D. Howie, S. Begbie, C. Russell, and T. Brown. Kirkcaldy team v. 2nd Grange, at Kirkcaldy—A. Black, J. Tulloch, W. Russell, J. Ferguson, W. White, J. Smith, A. Hogg, and J. M'Intyre. Bute County's team v. Glasgow Academicals at Rothesay—J. E. H. Smith, J. L. Ross, W. M'Corley, R. M'Laren, D. Lambie, J. Lowe, and the rest of the eleven. Greenock Academy team v. Glasgow Academy on 2nd June. (172, 90, 434, 1438)
